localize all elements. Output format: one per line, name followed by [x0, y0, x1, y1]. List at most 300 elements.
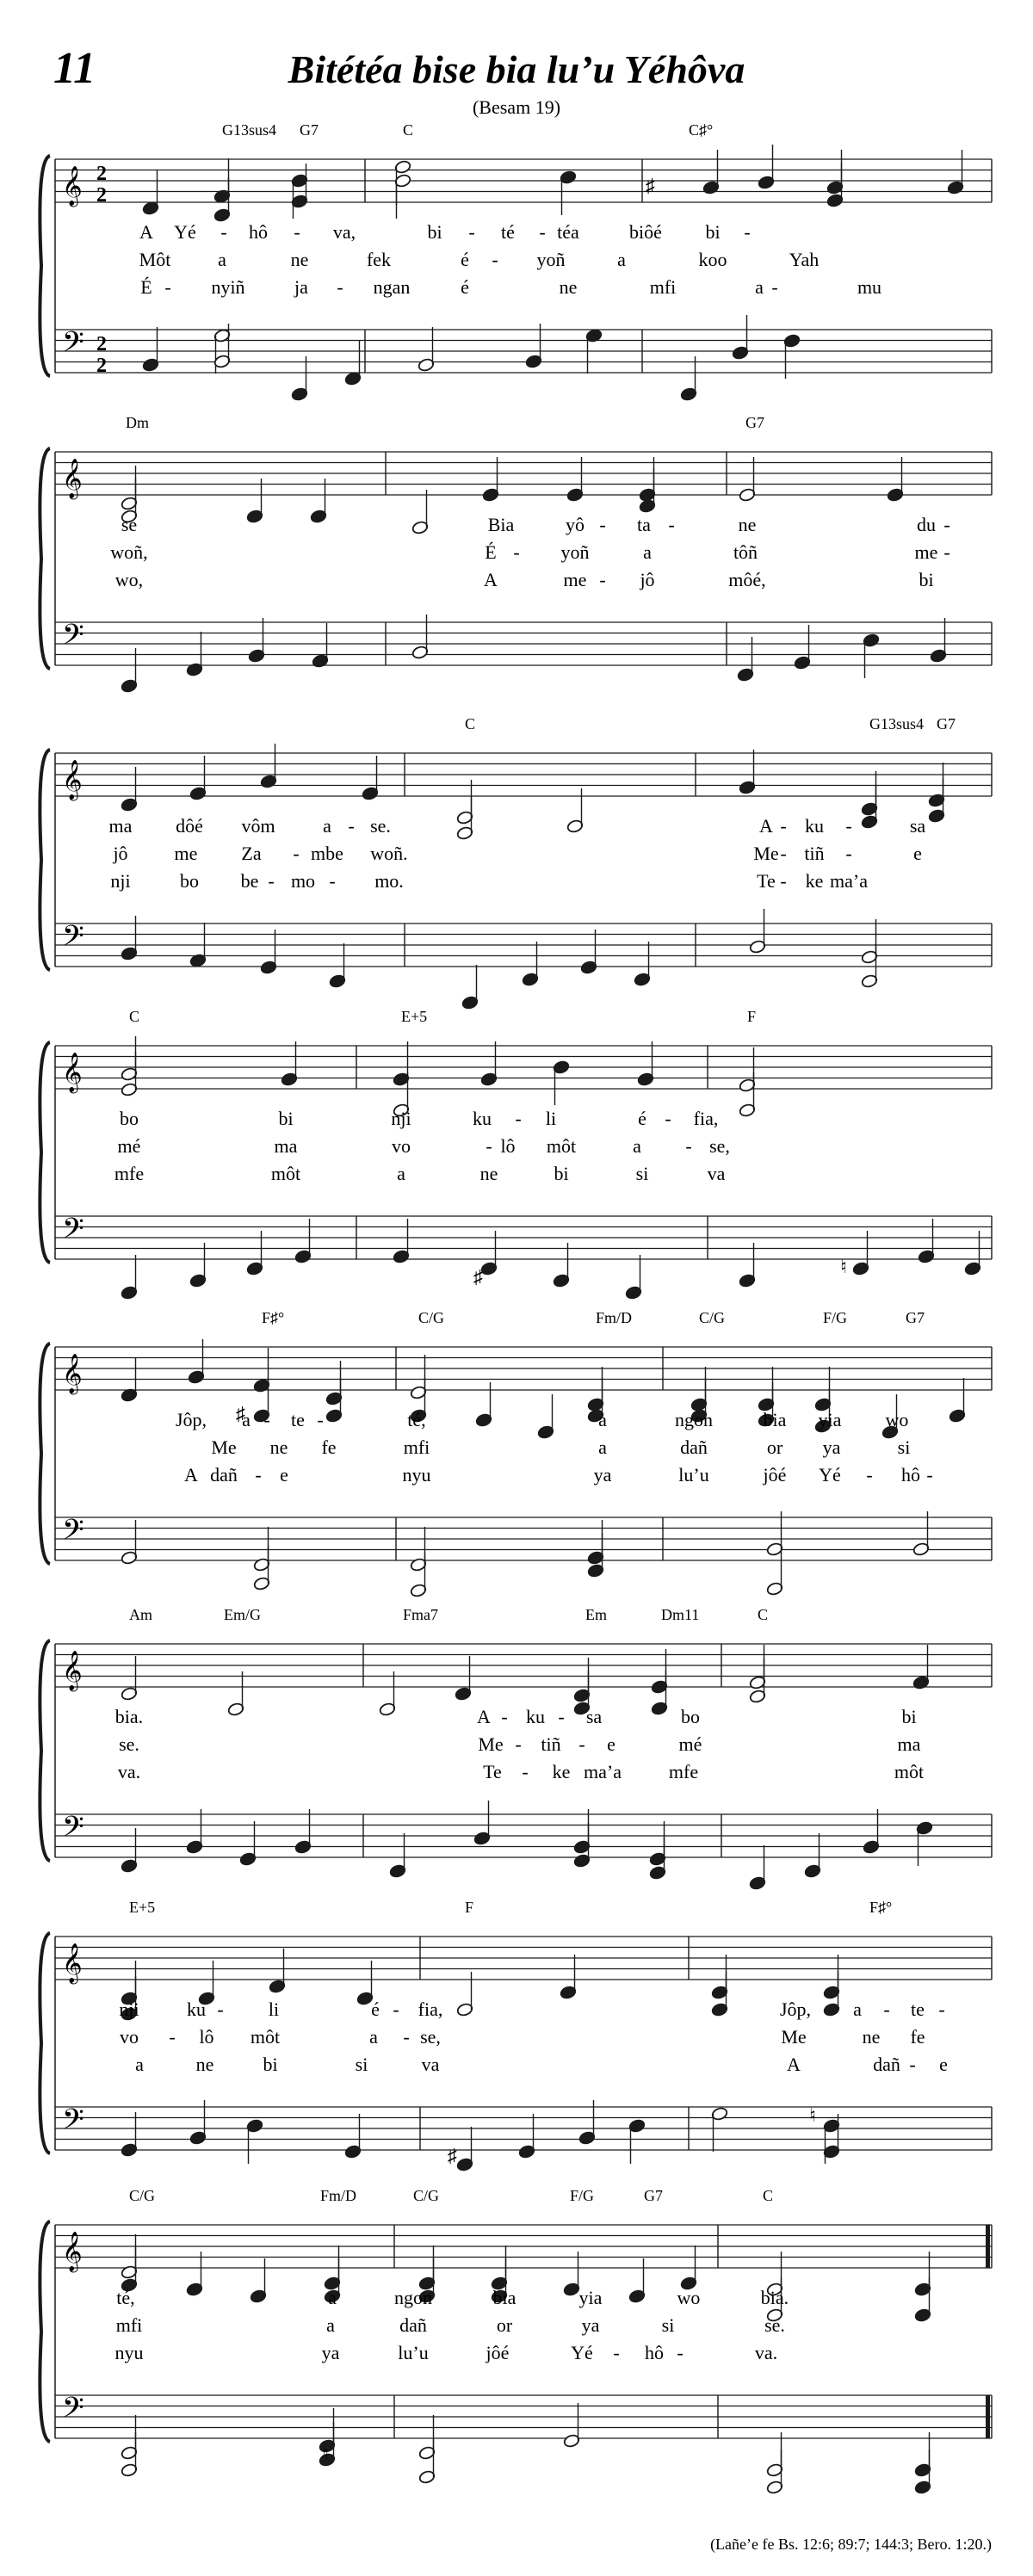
treble-clef-icon: 𝄞 [62, 1943, 83, 1982]
lyric-syllable: jô [113, 843, 128, 864]
lyric-syllable: sa [909, 815, 926, 837]
chord-symbol: C/G [418, 1309, 445, 1326]
lyric-syllable: ne [559, 276, 578, 298]
lyric-syllable: bo [120, 1108, 139, 1129]
music-system [40, 121, 992, 402]
lyric-syllable: tiñ [541, 1733, 561, 1755]
lyric-syllable: - [317, 1409, 324, 1430]
lyric-syllable: mé [117, 1135, 141, 1157]
lyric-syllable: - [926, 1464, 933, 1486]
lyric-syllable: te [911, 1998, 925, 2020]
time-signature-top: 2 [96, 163, 107, 185]
lyric-syllable: - [883, 1998, 890, 2020]
lyric-syllable: bia. [114, 1706, 144, 1727]
lyric-syllable: ke [552, 1761, 571, 1782]
lyric-syllable: e [939, 2054, 948, 2075]
lyric-syllable: a [633, 1135, 641, 1157]
lyric-syllable: fia, [418, 1998, 443, 2020]
chord-symbol: Em/G [224, 1606, 261, 1623]
lyric-syllable: bi [705, 221, 721, 243]
lyric-syllable: a [369, 2026, 378, 2048]
lyric-syllable: hô [249, 221, 268, 243]
chord-symbol: G13sus4 [869, 715, 925, 732]
lyric-syllable: - [943, 541, 950, 563]
lyric-syllable: ne [269, 1436, 288, 1458]
lyric-syllable: nyu [114, 2342, 144, 2363]
lyric-syllable: é [461, 276, 469, 298]
lyric-syllable: - [771, 276, 778, 298]
music-system [40, 715, 992, 1010]
lyric-syllable: té, [116, 2287, 135, 2308]
lyric-syllable: ku [187, 1998, 206, 2020]
lyric-syllable: bi [919, 569, 934, 590]
lyric-syllable: a [853, 1998, 862, 2020]
lyric-syllable: be [240, 870, 259, 892]
music-systems [40, 121, 992, 2495]
lyric-syllable: é [461, 249, 469, 270]
lyric-syllable: lu’u [678, 1464, 709, 1486]
lyric-syllable: nji [119, 1998, 139, 2020]
lyric-syllable: yoñ [536, 249, 566, 270]
lyric-syllable: a [328, 2287, 337, 2308]
chord-symbol: C [465, 715, 476, 732]
lyric-syllable: vôm [241, 815, 275, 837]
lyric-syllable: mfi [403, 1436, 430, 1458]
lyric-syllable: mfi [115, 2314, 143, 2336]
lyric-syllable: dôé [176, 815, 203, 837]
chord-symbol: G7 [906, 1309, 925, 1326]
lyric-syllable: Te [757, 870, 776, 892]
lyric-syllable: - [217, 1998, 224, 2020]
hymn-number: 11 [53, 44, 96, 93]
chord-symbol: F♯° [262, 1309, 285, 1326]
lyric-syllable: ma [108, 815, 133, 837]
hymn-subtitle: (Besam 19) [472, 96, 561, 118]
lyric-syllable: - [513, 541, 520, 563]
lyric-syllable: ne [862, 2026, 881, 2048]
lyric-syllable: Yé [174, 221, 196, 243]
music-system [40, 1606, 992, 1891]
lyric-syllable: môt [270, 1163, 301, 1184]
chord-symbol: G13sus4 [222, 121, 277, 139]
lyric-syllable: - [329, 870, 336, 892]
chord-symbol: F [465, 1899, 474, 1916]
lyric-syllable: - [515, 1733, 522, 1755]
lyric-syllable: mo. [374, 870, 404, 892]
lyric-syllable: - [486, 1135, 492, 1157]
lyric-syllable: A [759, 815, 773, 837]
lyric-syllable: Môt [139, 249, 171, 270]
lyric-syllable: bo [180, 870, 199, 892]
lyric-syllable: - [522, 1761, 529, 1782]
lyric-syllable: - [539, 221, 546, 243]
lyric-syllable: - [263, 1409, 270, 1430]
lyric-syllable: Yé [819, 1464, 841, 1486]
lyric-syllable: se. [370, 815, 391, 837]
time-signature-bottom: 2 [96, 184, 107, 207]
chord-symbol: Fma7 [403, 1606, 439, 1623]
lyric-syllable: môt [250, 2026, 281, 2048]
lyric-syllable: lô [500, 1135, 516, 1157]
lyric-syllable: - [780, 870, 787, 892]
lyric-syllable: ya [321, 2342, 340, 2363]
lyric-syllable: li [545, 1108, 557, 1129]
lyric-syllable: é [371, 1998, 380, 2020]
lyric-syllable: vo [120, 2026, 139, 2048]
bass-clef-icon: 𝄢 [62, 1213, 84, 1251]
lyric-syllable: é [638, 1108, 646, 1129]
system-brace-icon [40, 1344, 50, 1564]
lyric-syllable: ma [897, 1733, 921, 1755]
chord-symbol: Em [585, 1606, 607, 1623]
lyric-syllable: téa [557, 221, 579, 243]
chord-symbol: Fm/D [596, 1309, 633, 1326]
treble-clef-icon: 𝄞 [62, 1053, 83, 1091]
treble-clef-icon: 𝄞 [62, 760, 83, 799]
chord-symbol: Fm/D [320, 2187, 357, 2204]
lyric-syllable: té, [407, 1409, 426, 1430]
lyric-syllable: wo, [114, 569, 144, 590]
lyric-syllable: me [174, 843, 198, 864]
chord-symbol: C♯° [689, 121, 714, 139]
final-barline [986, 2395, 990, 2438]
lyric-syllable: koo [698, 249, 727, 270]
lyric-syllable: va, [332, 221, 356, 243]
lyric-syllable: ngon [394, 2287, 432, 2308]
lyric-syllable: ku [526, 1706, 545, 1727]
lyric-syllable: si [897, 1436, 911, 1458]
lyric-syllable: - [164, 276, 171, 298]
lyric-syllable: a [323, 815, 331, 837]
lyric-syllable: - [293, 843, 300, 864]
lyric-syllable: nyu [402, 1464, 431, 1486]
music-system [40, 414, 992, 694]
lyric-syllable: Za [241, 843, 262, 864]
lyric-syllable: A [484, 569, 498, 590]
lyric-syllable: ngon [675, 1409, 713, 1430]
lyric-syllable: a [643, 541, 652, 563]
lyric-syllable: Me [478, 1733, 504, 1755]
lyric-syllable: li [268, 1998, 280, 2020]
lyric-syllable: si [355, 2054, 368, 2075]
chord-symbol: Dm11 [661, 1606, 700, 1623]
lyric-syllable: se, [709, 1135, 730, 1157]
lyric-syllable: - [665, 1108, 671, 1129]
lyric-syllable: - [468, 221, 475, 243]
lyric-syllable: lô [199, 2026, 214, 2048]
lyric-syllable: a [242, 1409, 251, 1430]
lyric-syllable: ma’a [584, 1761, 622, 1782]
lyric-syllable: - [501, 1706, 508, 1727]
lyric-syllable: se. [764, 2314, 785, 2336]
lyric-syllable: - [780, 815, 787, 837]
lyric-syllable: - [938, 1998, 945, 2020]
lyric-syllable: ya [581, 2314, 600, 2336]
lyric-syllable: va [707, 1163, 726, 1184]
lyric-syllable: vo [392, 1135, 411, 1157]
lyric-syllable: e [280, 1464, 288, 1486]
lyric-syllable: ne [195, 2054, 214, 2075]
lyric-syllable: A [139, 221, 153, 243]
lyric-syllable: lu’u [398, 2342, 429, 2363]
lyric-syllable: yoñ [560, 541, 590, 563]
lyric-syllable: jôé [486, 2342, 510, 2363]
lyric-syllable: - [599, 569, 606, 590]
lyric-syllable: ta [637, 514, 651, 535]
lyric-syllable: fia, [693, 1108, 719, 1129]
lyric-syllable: jôé [763, 1464, 787, 1486]
lyric-syllable: mfe [114, 1163, 145, 1184]
chord-symbol: E+5 [129, 1899, 156, 1916]
lyric-syllable: dañ [873, 2054, 900, 2075]
lyric-syllable: se, [420, 2026, 441, 2048]
lyric-syllable: ne [479, 1163, 498, 1184]
lyric-syllable: - [294, 221, 300, 243]
lyric-syllable: a [598, 1409, 607, 1430]
time-signature-bottom: 2 [96, 355, 107, 377]
system-brace-icon [40, 156, 50, 376]
system-brace-icon [40, 2221, 50, 2442]
lyric-syllable: wo [677, 2287, 701, 2308]
lyric-syllable: hô [901, 1464, 920, 1486]
lyric-syllable: - [685, 1135, 692, 1157]
lyric-syllable: biôé [629, 221, 662, 243]
music-system [40, 1899, 992, 2172]
chord-symbol: F♯° [869, 1899, 893, 1916]
lyric-syllable: A [477, 1706, 491, 1727]
lyric-syllable: bi [554, 1163, 569, 1184]
accidental-sign: ♯ [448, 2145, 457, 2166]
lyric-syllable: mé [678, 1733, 702, 1755]
chord-symbol: C [763, 2187, 774, 2204]
lyric-syllable: a [326, 2314, 335, 2336]
treble-clef-icon: 𝄞 [62, 166, 83, 205]
accidental-sign: ♯ [646, 175, 655, 196]
lyric-syllable: ya [593, 1464, 612, 1486]
lyric-syllable: - [613, 2342, 620, 2363]
chord-symbol: C/G [413, 2187, 440, 2204]
music-system [40, 1309, 992, 1598]
lyric-syllable: wo [885, 1409, 909, 1430]
lyric-syllable: - [337, 276, 343, 298]
lyric-syllable: té [501, 221, 515, 243]
lyric-syllable: bi [427, 221, 442, 243]
lyric-syllable: fe [321, 1436, 337, 1458]
lyric-syllable: É [140, 276, 152, 298]
chord-symbol: C [758, 1606, 769, 1623]
lyric-syllable: me [563, 569, 587, 590]
bass-clef-icon: 𝄢 [62, 326, 84, 365]
final-barline [986, 2225, 990, 2268]
lyric-syllable: or [766, 1436, 783, 1458]
lyric-syllable: ngan [373, 276, 411, 298]
lyric-syllable: - [268, 870, 275, 892]
lyric-syllable: Jôp, [779, 1998, 812, 2020]
chord-symbol: C [129, 1008, 140, 1025]
lyric-syllable: ne [290, 249, 309, 270]
bass-clef-icon: 𝄢 [62, 619, 84, 658]
lyric-syllable: - [943, 514, 950, 535]
lyric-syllable: nji [110, 870, 131, 892]
chord-symbol: F/G [823, 1309, 848, 1326]
accidental-sign: ♮ [840, 1256, 847, 1277]
lyric-syllable: bia [492, 2287, 516, 2308]
lyric-syllable: tôñ [733, 541, 758, 563]
chord-symbol: Dm [126, 414, 149, 431]
lyric-syllable: - [599, 514, 606, 535]
lyric-syllable: a [755, 276, 764, 298]
lyric-syllable: a [135, 2054, 144, 2075]
lyric-syllable: tiñ [804, 843, 825, 864]
lyric-syllable: e [913, 843, 922, 864]
lyric-syllable: bo [681, 1706, 700, 1727]
scripture-reference: (Lañe’e fe Bs. 12:6; 89:7; 144:3; Bero. 1:20.) [710, 2536, 992, 2553]
lyric-syllable: ya [822, 1436, 841, 1458]
lyric-syllable: Me [753, 843, 779, 864]
lyric-syllable: - [169, 2026, 176, 2048]
lyric-syllable: Te [483, 1761, 502, 1782]
lyric-syllable: yia [818, 1409, 842, 1430]
lyric-syllable: a [218, 249, 226, 270]
chord-symbol: C/G [129, 2187, 156, 2204]
lyric-syllable: dañ [399, 2314, 427, 2336]
lyric-syllable: me [914, 541, 938, 563]
lyric-syllable: ja [294, 276, 308, 298]
lyric-syllable: e [607, 1733, 615, 1755]
lyric-syllable: si [635, 1163, 649, 1184]
chord-symbol: C [403, 121, 414, 139]
lyric-syllable: - [845, 843, 852, 864]
lyric-syllable: va. [754, 2342, 778, 2363]
lyric-syllable: Yah [789, 249, 820, 270]
lyric-syllable: woñ. [370, 843, 408, 864]
lyric-syllable: ma’a [830, 870, 868, 892]
bass-clef-icon: 𝄢 [62, 1811, 84, 1850]
lyric-syllable: - [558, 1706, 565, 1727]
lyric-syllable: va [421, 2054, 440, 2075]
music-system [40, 1008, 992, 1300]
bass-clef-icon: 𝄢 [62, 2392, 84, 2431]
lyric-syllable: - [393, 1998, 399, 2020]
lyric-syllable: - [909, 2054, 916, 2075]
lyric-syllable: Yé [571, 2342, 593, 2363]
chord-symbol: G7 [937, 715, 956, 732]
lyric-syllable: É [485, 541, 497, 563]
lyric-syllable: a [397, 1163, 405, 1184]
accidental-sign: ♯ [473, 1266, 483, 1288]
lyric-syllable: mfe [668, 1761, 699, 1782]
lyric-syllable: woñ, [110, 541, 148, 563]
chord-symbol: F/G [570, 2187, 595, 2204]
lyric-syllable: a [617, 249, 626, 270]
system-brace-icon [40, 1933, 50, 2153]
system-brace-icon [40, 448, 50, 669]
lyric-syllable: si [661, 2314, 675, 2336]
bass-clef-icon: 𝄢 [62, 2103, 84, 2142]
treble-clef-icon: 𝄞 [62, 1354, 83, 1393]
lyric-syllable: mu [857, 276, 882, 298]
lyric-syllable: Bia [487, 514, 515, 535]
chord-symbol: G7 [745, 414, 764, 431]
time-signature-top: 2 [96, 333, 107, 355]
lyric-syllable: ne [738, 514, 757, 535]
lyric-syllable: ke [805, 870, 824, 892]
lyric-syllable: sa [585, 1706, 603, 1727]
lyric-syllable: va. [117, 1761, 141, 1782]
lyric-syllable: bi [263, 2054, 278, 2075]
lyric-syllable: fe [910, 2026, 925, 2048]
lyric-syllable: se [121, 514, 138, 535]
lyric-syllable: yô [566, 514, 585, 535]
lyric-syllable: ku [805, 815, 824, 837]
lyric-syllable: dañ [210, 1464, 238, 1486]
lyric-syllable: bi [278, 1108, 294, 1129]
lyric-syllable: ma [274, 1135, 298, 1157]
chord-symbol: C/G [699, 1309, 726, 1326]
lyric-syllable: - [744, 221, 751, 243]
bass-clef-icon: 𝄢 [62, 920, 84, 959]
lyric-syllable: - [492, 249, 498, 270]
system-brace-icon [40, 750, 50, 970]
lyric-syllable: se. [119, 1733, 139, 1755]
lyric-syllable: - [668, 514, 675, 535]
bass-clef-icon: 𝄢 [62, 1514, 84, 1553]
lyric-syllable: - [255, 1464, 262, 1486]
chord-symbol: E+5 [401, 1008, 428, 1025]
chord-symbol: Am [129, 1606, 152, 1623]
lyric-syllable: - [403, 2026, 410, 2048]
lyric-syllable: - [866, 1464, 873, 1486]
lyric-syllable: môé, [728, 569, 766, 590]
lyric-syllable: bia. [760, 2287, 789, 2308]
lyric-syllable: bi [901, 1706, 917, 1727]
lyric-syllable: du [917, 514, 936, 535]
lyric-syllable: A [787, 2054, 801, 2075]
lyric-syllable: Jôp, [175, 1409, 207, 1430]
lyric-syllable: - [677, 2342, 684, 2363]
music-system [40, 2187, 992, 2495]
lyric-syllable: jô [640, 569, 655, 590]
lyric-syllable: mbe [311, 843, 343, 864]
accidental-sign: ♯ [236, 1403, 245, 1424]
lyric-syllable: Me [781, 2026, 807, 2048]
system-brace-icon [40, 1042, 50, 1263]
lyric-syllable: môt [546, 1135, 577, 1157]
lyric-syllable: a [598, 1436, 607, 1458]
lyric-syllable: dañ [680, 1436, 708, 1458]
lyric-syllable: ku [473, 1108, 492, 1129]
lyric-syllable: bia [763, 1409, 787, 1430]
chord-symbol: G7 [300, 121, 319, 139]
chord-symbol: G7 [644, 2187, 663, 2204]
treble-clef-icon: 𝄞 [62, 459, 83, 497]
hymn-title: Bitétéa bise bia lu’u Yéhôva [288, 47, 745, 91]
lyric-syllable: mo [290, 870, 316, 892]
lyric-syllable: - [348, 815, 355, 837]
chord-symbol: F [747, 1008, 757, 1025]
lyric-syllable: or [496, 2314, 513, 2336]
lyric-syllable: yia [578, 2287, 603, 2308]
lyric-syllable: - [845, 815, 852, 837]
lyric-syllable: môt [894, 1761, 925, 1782]
lyric-syllable: - [578, 1733, 585, 1755]
lyric-syllable: hô [645, 2342, 664, 2363]
lyric-syllable: mfi [649, 276, 677, 298]
lyric-syllable: nji [391, 1108, 411, 1129]
lyric-syllable: - [220, 221, 227, 243]
lyric-syllable: Me [211, 1436, 237, 1458]
treble-clef-icon: 𝄞 [62, 1651, 83, 1690]
